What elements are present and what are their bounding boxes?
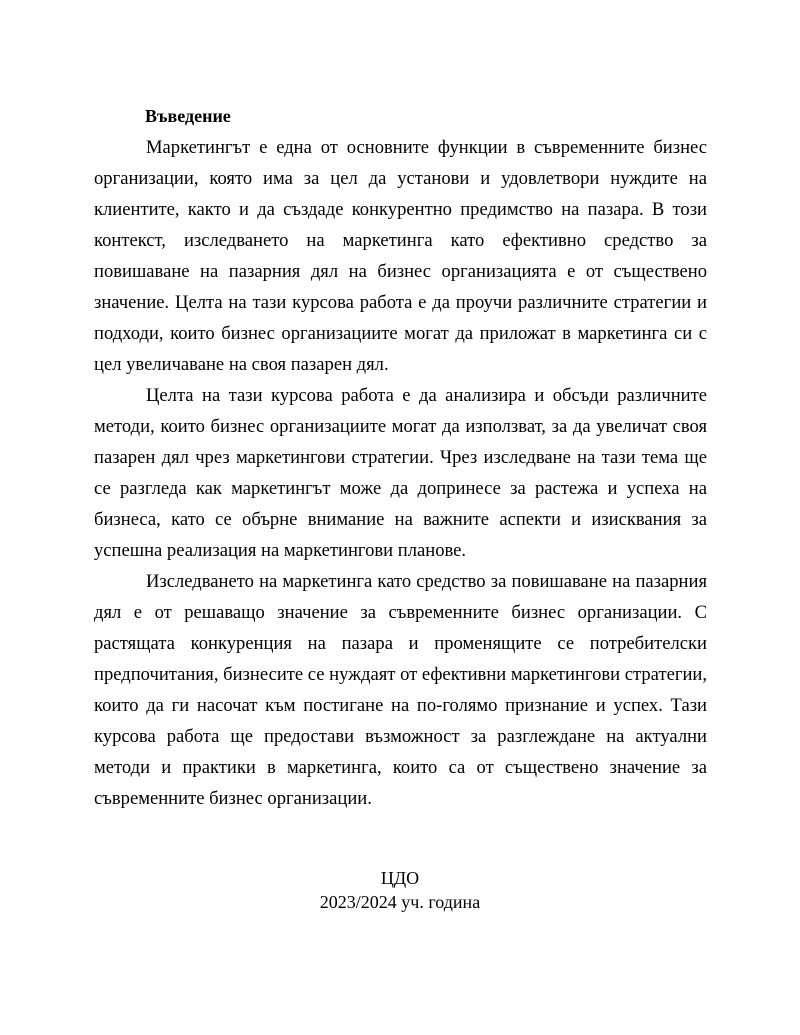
footer-institution: ЦДО: [380, 868, 420, 888]
footer-academic-year: 2023/2024 уч. година: [319, 892, 481, 912]
paragraph-3: Изследването на маркетинга като средство за повишаване на пазарния дял е от решаващо значение за съвременните бизнес организации. С растящата конкуренция на пазара и променящите се потребителски предпочитания, бизнесите се нуждаят от ефективни маркетингови стратегии, които да ги насочат към постигане на по-голямо признание и успех. Тази курсова работа ще предостави възможност за разглеждане на актуални методи и практики в маркетинга, които са от съществено значение за съвременните бизнес организации.: [94, 571, 707, 809]
page-footer: [0, 866, 800, 914]
document-body: [94, 132, 707, 814]
paragraph-1: Маркетингът е една от основните функции в съвременните бизнес организации, която има за цел да установи и удовлетвори нуждите на клиентите, както и да създаде конкурентно предимство на пазара. В този контекст, изследването на маркетинга като ефективно средство за повишаване на пазарния дял на бизнес организацията е от съществено значение. Целта на тази курсова работа е да проучи различните стратегии и подходи, които бизнес организациите могат да приложат в маркетинга си с цел увеличаване на своя пазарен дял.: [94, 137, 707, 375]
section-heading: Въведение: [145, 106, 231, 126]
paragraph-2: Целта на тази курсова работа е да анализира и обсъди различните методи, които бизнес организациите могат да използват, за да увеличат своя пазарен дял чрез маркетингови стратегии. Чрез изследване на тази тема ще се разгледа как маркетингът може да допринесе за растежа и успеха на бизнеса, като се обърне внимание на важните аспекти и изисквания за успешна реализация на маркетингови планове.: [94, 385, 707, 561]
